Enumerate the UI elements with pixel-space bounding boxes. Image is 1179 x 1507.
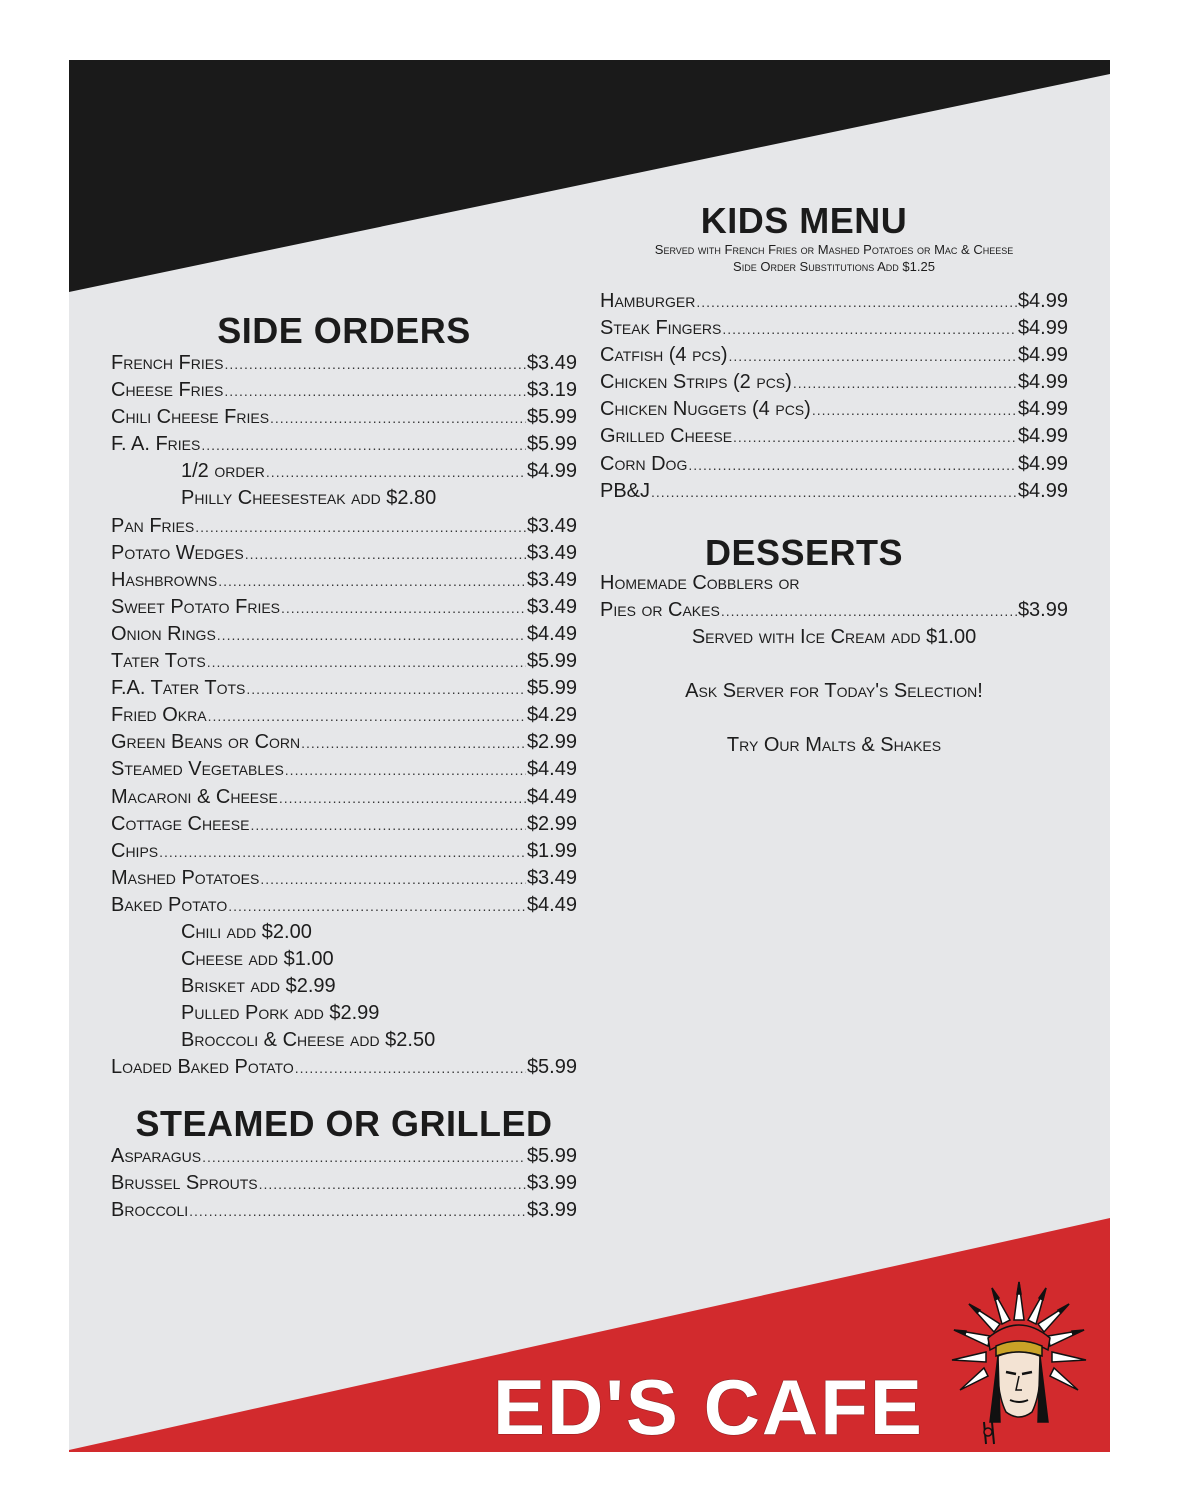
dot-leader xyxy=(688,452,1017,479)
menu-item-name: Corn Dog xyxy=(600,452,688,475)
dot-leader xyxy=(696,289,1017,316)
menu-item-addon-note: Cheese add $1.00 xyxy=(181,948,334,971)
menu-item-price: $4.99 xyxy=(526,460,577,483)
dot-leader xyxy=(245,541,526,568)
menu-item xyxy=(111,594,577,621)
menu-item-price: $4.49 xyxy=(526,622,577,645)
menu-item-name: Hashbrowns xyxy=(111,568,218,591)
menu-item xyxy=(111,811,577,838)
menu-item-price: $4.99 xyxy=(1017,371,1068,394)
steamed-or-grilled-list xyxy=(111,1143,577,1224)
menu-item-name: Pies or Cakes xyxy=(600,599,720,622)
menu-item-price: $4.49 xyxy=(526,758,577,781)
menu-item-name: Onion Rings xyxy=(111,622,216,645)
menu-item-price: $2.99 xyxy=(526,812,577,835)
menu-item-name: Chili Cheese Fries xyxy=(111,406,270,429)
menu-item-addon-note: Broccoli & Cheese add $2.50 xyxy=(181,1029,436,1052)
dot-leader xyxy=(228,893,526,920)
dot-leader xyxy=(793,370,1017,397)
menu-item xyxy=(111,729,577,756)
menu-item xyxy=(111,1197,577,1224)
dot-leader xyxy=(195,514,526,541)
dot-leader xyxy=(260,866,526,893)
menu-item xyxy=(111,513,577,540)
menu-item xyxy=(111,702,577,729)
dot-leader xyxy=(729,343,1017,370)
menu-item xyxy=(600,396,1068,423)
dessert-item xyxy=(600,597,1068,624)
menu-item-name: Catfish (4 pcs) xyxy=(600,344,728,367)
dot-leader xyxy=(207,649,526,676)
menu-page xyxy=(69,60,1110,1452)
menu-item xyxy=(111,1054,577,1081)
menu-item xyxy=(111,1170,577,1197)
dot-leader xyxy=(266,459,526,486)
menu-item-price: $5.99 xyxy=(526,1145,577,1167)
menu-item-price: $4.99 xyxy=(1017,398,1068,421)
menu-item-price: $4.99 xyxy=(1017,290,1068,312)
menu-item-addon-note: Chili add $2.00 xyxy=(181,920,312,943)
menu-item-price: $5.99 xyxy=(526,406,577,429)
menu-item-name: Chicken Nuggets (4 pcs) xyxy=(600,398,811,421)
menu-item-name: Asparagus xyxy=(111,1145,202,1167)
menu-item-name: Mashed Potatoes xyxy=(111,866,260,889)
dot-leader xyxy=(189,1198,526,1225)
menu-item xyxy=(600,315,1068,342)
dot-leader xyxy=(218,568,526,595)
menu-item-price: $5.99 xyxy=(526,677,577,700)
menu-item xyxy=(111,404,577,431)
menu-item-name: Pan Fries xyxy=(111,514,195,537)
kids-menu-list xyxy=(600,288,1068,505)
menu-item-name: Steamed Vegetables xyxy=(111,758,284,781)
menu-item xyxy=(111,784,577,811)
menu-item-price: $4.49 xyxy=(526,893,577,916)
menu-item-price: $4.49 xyxy=(526,785,577,808)
dot-leader xyxy=(201,432,526,459)
menu-item xyxy=(600,342,1068,369)
dot-leader xyxy=(721,598,1017,625)
menu-item-price: $4.99 xyxy=(1017,452,1068,475)
menu-item-price: $3.99 xyxy=(1017,599,1068,622)
dessert-line: Homemade Cobblers or xyxy=(600,572,800,594)
menu-item-name: French Fries xyxy=(111,352,224,374)
side-orders-title: SIDE ORDERS xyxy=(217,310,471,351)
menu-item xyxy=(111,892,577,919)
menu-item-name: Grilled Cheese xyxy=(600,425,733,448)
menu-item-price: $3.49 xyxy=(526,866,577,889)
menu-item xyxy=(600,478,1068,505)
menu-item xyxy=(111,648,577,675)
menu-item-name: Fried Okra xyxy=(111,704,207,727)
menu-item xyxy=(600,423,1068,450)
menu-item xyxy=(111,621,577,648)
menu-item xyxy=(111,377,577,404)
dot-leader xyxy=(722,316,1017,343)
dot-leader xyxy=(285,757,526,784)
kids-menu-sides-note: Served with French Fries or Mashed Potatoes or Mac & Cheese xyxy=(654,242,1014,257)
dot-leader xyxy=(217,622,526,649)
menu-item-price: $3.19 xyxy=(526,379,577,402)
selection-note: Ask Server for Today's Selection! xyxy=(685,680,983,702)
menu-item-price: $1.99 xyxy=(526,839,577,862)
menu-item xyxy=(111,756,577,783)
menu-item-price: $4.99 xyxy=(1017,344,1068,367)
menu-item-name: Loaded Baked Potato xyxy=(111,1056,294,1079)
menu-item-price: $2.99 xyxy=(526,731,577,754)
dot-leader xyxy=(202,1144,526,1171)
menu-item-name: Potato Wedges xyxy=(111,541,244,564)
dot-leader xyxy=(281,595,526,622)
menu-item-price: $4.99 xyxy=(1017,425,1068,448)
desserts-list xyxy=(600,570,1068,624)
dot-leader xyxy=(224,351,525,378)
menu-item-addon-note: Pulled Pork add $2.99 xyxy=(181,1002,380,1025)
menu-item-price: $3.49 xyxy=(526,541,577,564)
malts-shakes-note: Try Our Malts & Shakes xyxy=(726,734,942,756)
menu-item-name: 1/2 order xyxy=(181,460,265,483)
kids-menu-substitution-note: Side Order Substitutions Add $1.25 xyxy=(733,259,935,274)
dot-leader xyxy=(259,1171,526,1198)
menu-item xyxy=(111,1143,577,1170)
menu-item-addon-note: Brisket add $2.99 xyxy=(181,975,336,998)
dot-leader xyxy=(159,839,526,866)
menu-item-price: $3.49 xyxy=(526,514,577,537)
dot-leader xyxy=(812,397,1017,424)
menu-item-name: Sweet Potato Fries xyxy=(111,595,281,618)
menu-item-name: Macaroni & Cheese xyxy=(111,785,278,808)
menu-item-name: Cheese Fries xyxy=(111,379,224,402)
dot-leader xyxy=(651,479,1017,506)
menu-item xyxy=(111,350,577,377)
dot-leader xyxy=(250,812,526,839)
menu-item-name: Chicken Strips (2 pcs) xyxy=(600,371,792,394)
menu-item-name: Steak Fingers xyxy=(600,317,722,340)
menu-item-price: $4.99 xyxy=(1017,479,1068,502)
menu-item-price: $4.29 xyxy=(526,704,577,727)
menu-item xyxy=(111,431,577,458)
brand-name: ED'S CAFE xyxy=(493,1363,924,1451)
menu-item-name: F.A. Tater Tots xyxy=(111,677,246,700)
menu-item-price: $4.99 xyxy=(1017,317,1068,340)
menu-item-price: $3.49 xyxy=(526,595,577,618)
dot-leader xyxy=(270,405,526,432)
menu-item-price: $5.99 xyxy=(526,650,577,673)
desserts-title: DESSERTS xyxy=(704,532,904,573)
menu-item-name: Tater Tots xyxy=(111,650,206,673)
menu-item-name: Brussel Sprouts xyxy=(111,1172,258,1195)
side-orders-list xyxy=(111,350,577,1082)
dot-leader xyxy=(224,378,526,405)
menu-item-price: $3.49 xyxy=(526,568,577,591)
menu-item xyxy=(600,288,1068,315)
menu-item xyxy=(111,838,577,865)
menu-item-price: $5.99 xyxy=(526,1056,577,1079)
menu-item-name: Broccoli xyxy=(111,1199,189,1222)
dot-leader xyxy=(208,703,526,730)
menu-item-name: Cottage Cheese xyxy=(111,812,250,835)
menu-item-name: Baked Potato xyxy=(111,893,228,916)
menu-item xyxy=(111,865,577,892)
menu-item xyxy=(111,567,577,594)
menu-item xyxy=(111,540,577,567)
menu-item-price: $5.99 xyxy=(526,433,577,456)
dot-leader xyxy=(733,424,1017,451)
menu-item xyxy=(111,675,577,702)
menu-item xyxy=(600,369,1068,396)
menu-item-name: F. A. Fries xyxy=(111,433,201,456)
ice-cream-note: Served with Ice Cream add $1.00 xyxy=(691,626,977,648)
dot-leader xyxy=(301,730,526,757)
headdress-chief-logo-icon xyxy=(944,1272,1094,1447)
menu-item-name: Green Beans or Corn xyxy=(111,731,301,754)
menu-item-price: $3.99 xyxy=(526,1199,577,1222)
dot-leader xyxy=(295,1055,526,1082)
menu-item-addon-note: Philly Cheesesteak add $2.80 xyxy=(181,487,437,510)
menu-item xyxy=(600,451,1068,478)
steamed-or-grilled-title: STEAMED OR GRILLED xyxy=(135,1103,553,1144)
menu-item xyxy=(111,458,577,485)
menu-item-price: $3.99 xyxy=(526,1172,577,1195)
kids-menu-title: KIDS MENU xyxy=(700,200,908,241)
menu-item-name: Chips xyxy=(111,839,159,862)
menu-item-name: PB&J xyxy=(600,479,651,502)
dot-leader xyxy=(246,676,526,703)
menu-item-name: Hamburger xyxy=(600,290,696,312)
menu-item-price: $3.49 xyxy=(526,352,577,374)
dot-leader xyxy=(279,785,526,812)
